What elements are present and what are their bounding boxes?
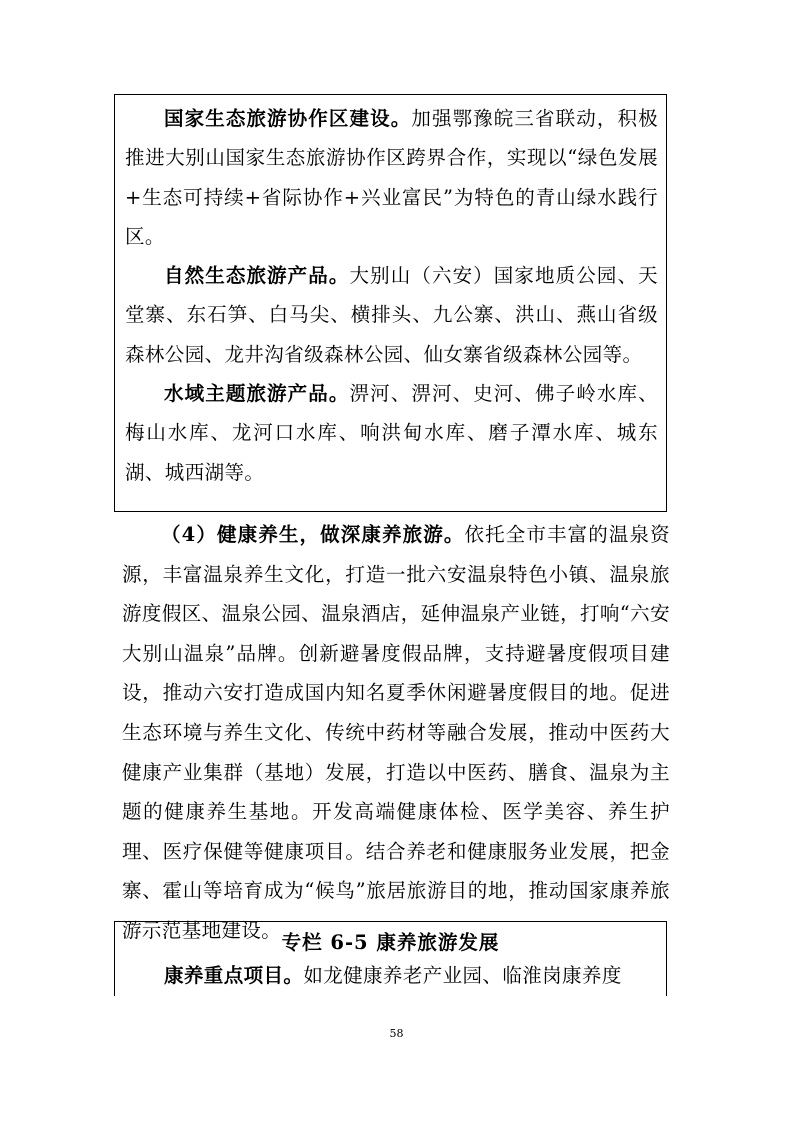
paragraph-text: 依托全市丰富的温泉资源，丰富温泉养生文化，打造一批六安温泉特色小镇、温泉旅游度假区、温泉公园、温泉酒店，延伸温泉产业链，打响“六安大别山温泉”品牌。创新避暑度假品牌，支持避暑度假项目建设，推动六安打造成国内知名夏季休闲避暑度假目的地。促进生态环境与养生文化、传统中药材等融合发展，推动中医药大健康产业集群（基地）发展，打造以中医药、膳食、温泉为主题的健康养生基地。开发高端健康体检、医学美容、养生护理、医疗保健等健康项目。结合养老和健康服务业发展，把金寨、霍山等培育成为“候鸟”旅居旅游目的地，推动国家康养旅游示范基地建设。 xyxy=(122,523,670,942)
paragraph-text: 加强鄂豫皖三省联动，积极推进大别山国家生态旅游协作区跨界合作，实现以“绿色发展+生态可持续+省际协作+兴业富民”为特色的青山绿水践行区。 xyxy=(125,107,658,248)
paragraph-lead: 水域主题旅游产品。 xyxy=(164,382,350,406)
paragraph-ecotourism-zone xyxy=(125,99,658,256)
paragraph-text: 大别山（六安）国家地质公园、天堂寨、东石笋、白马尖、横排头、九公寨、洪山、燕山省级森林公园、龙井沟省级森林公园、仙女寨省级森林公园等。 xyxy=(125,264,658,366)
paragraph-lead: 国家生态旅游协作区建设。 xyxy=(164,107,412,130)
paragraph-water-products xyxy=(125,374,658,492)
paragraph-key-projects xyxy=(115,958,666,994)
section-heading: （4）健康养生，做深康养旅游。 xyxy=(161,523,465,546)
column-box-ecotourism xyxy=(114,94,667,512)
paragraph-lead: 自然生态旅游产品。 xyxy=(164,264,350,288)
page-number: 58 xyxy=(389,1027,404,1040)
column-title: 专栏 6-5 康养旅游发展 xyxy=(281,931,500,954)
paragraph-text: 如龙健康养老产业园、临淮岗康养度 xyxy=(303,964,622,987)
paragraph-text: 淠河、淠河、史河、佛子岭水库、梅山水库、龙河口水库、响洪甸水库、磨子潭水库、城东湖、城西湖等。 xyxy=(125,382,658,484)
paragraph-health-wellness xyxy=(122,515,670,951)
column-box-wellness xyxy=(114,921,667,996)
section-health-wellness xyxy=(122,515,670,951)
paragraph-natural-products xyxy=(125,256,658,374)
paragraph-lead: 康养重点项目。 xyxy=(164,964,304,987)
